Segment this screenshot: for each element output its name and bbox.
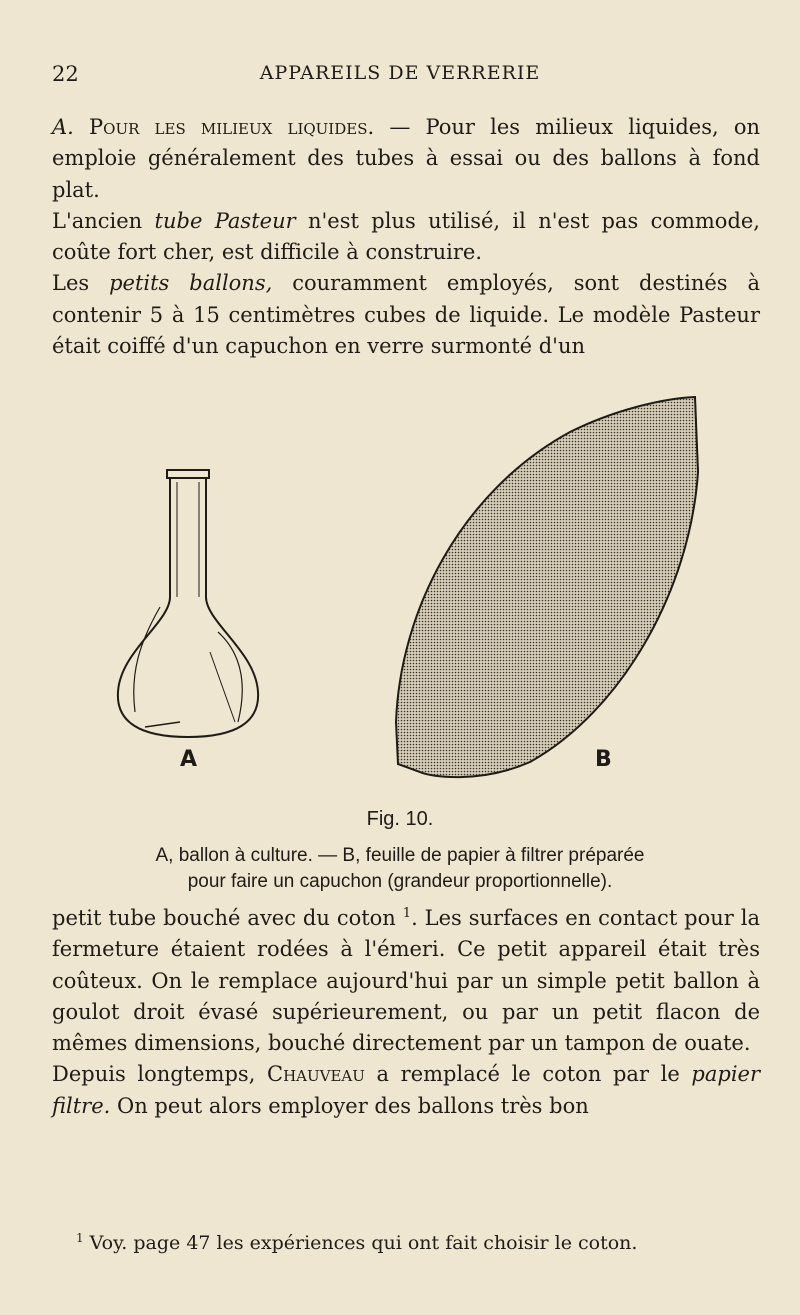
term-tube-pasteur: tube Pasteur [154,208,296,233]
text-run: a remplacé le coton par le [364,1062,692,1087]
filter-paper-drawing [396,397,698,777]
paragraph-liquid-media [52,112,760,206]
page-number: 22 [52,62,79,86]
figure-title: Fig. 10. [366,808,434,830]
paragraph-chauveau [52,1059,760,1122]
term-papier-filtre: papier filtre. [52,1062,761,1118]
running-title: APPAREILS DE VERRERIE [259,62,541,84]
figure-10 [100,392,740,792]
text-run: L'ancien [52,208,155,233]
caption-line: pour faire un capuchon (grandeur proportionnelle). [187,871,613,892]
section-heading: Pour les milieux liquides. [89,115,375,139]
figure-label-b: B [595,747,612,772]
author-name: Chauveau [267,1062,365,1087]
paragraph-tube-pasteur [52,206,760,269]
text-run: On peut alors employer des ballons très bon [110,1093,589,1118]
text-run: petit tube bouché avec du coton [52,906,403,930]
culture-flask-drawing [118,470,258,737]
text-run: Les [52,271,110,296]
text-run: . Les surfaces en contact pour la fermeture étaient rodées à l'émeri. Ce petit appareil était très coûteux. On le remplace aujourd'hui par un simple petit ballon à goulot droit évasé supérieurement, ou par un petit flacon de mêmes dimensions, bouché directement par un tampon de ouate. [52,906,761,1056]
section-label: A. [52,115,74,139]
footnote-text: Voy. page 47 les expériences qui ont fait choisir le coton. [83,1232,638,1254]
figure-label-a: A [180,747,198,772]
text-run: couramment employés, sont destinés à contenir 5 à 15 centimètres cubes de liquide. Le modèle Pasteur était coiffé d'un capuchon en verre surmonté d'un [52,271,761,359]
caption-line: A, ballon à culture. — B, feuille de papier à filtrer préparée [155,845,645,866]
page-header [52,62,748,92]
figure-caption [90,843,710,895]
term-petits-ballons: petits ballons, [109,271,273,296]
text-run: Depuis longtemps, [52,1062,267,1087]
body-text-top [52,112,760,362]
paragraph-text: — Pour les milieux liquides, on emploie généralement des tubes à essai ou des ballons à fond plat. [52,115,760,202]
footnote-marker: 1 [76,1231,84,1245]
body-text-bottom [52,903,760,1122]
figure-illustration [100,392,740,792]
paragraph-petit-tube [52,903,760,1059]
footnote-reference[interactable]: 1 [402,906,412,921]
text-run: n'est plus utilisé, il n'est pas commode, coûte fort cher, est difficile à construire. [52,208,760,265]
footnote [76,1232,637,1254]
paragraph-petits-ballons [52,268,760,362]
